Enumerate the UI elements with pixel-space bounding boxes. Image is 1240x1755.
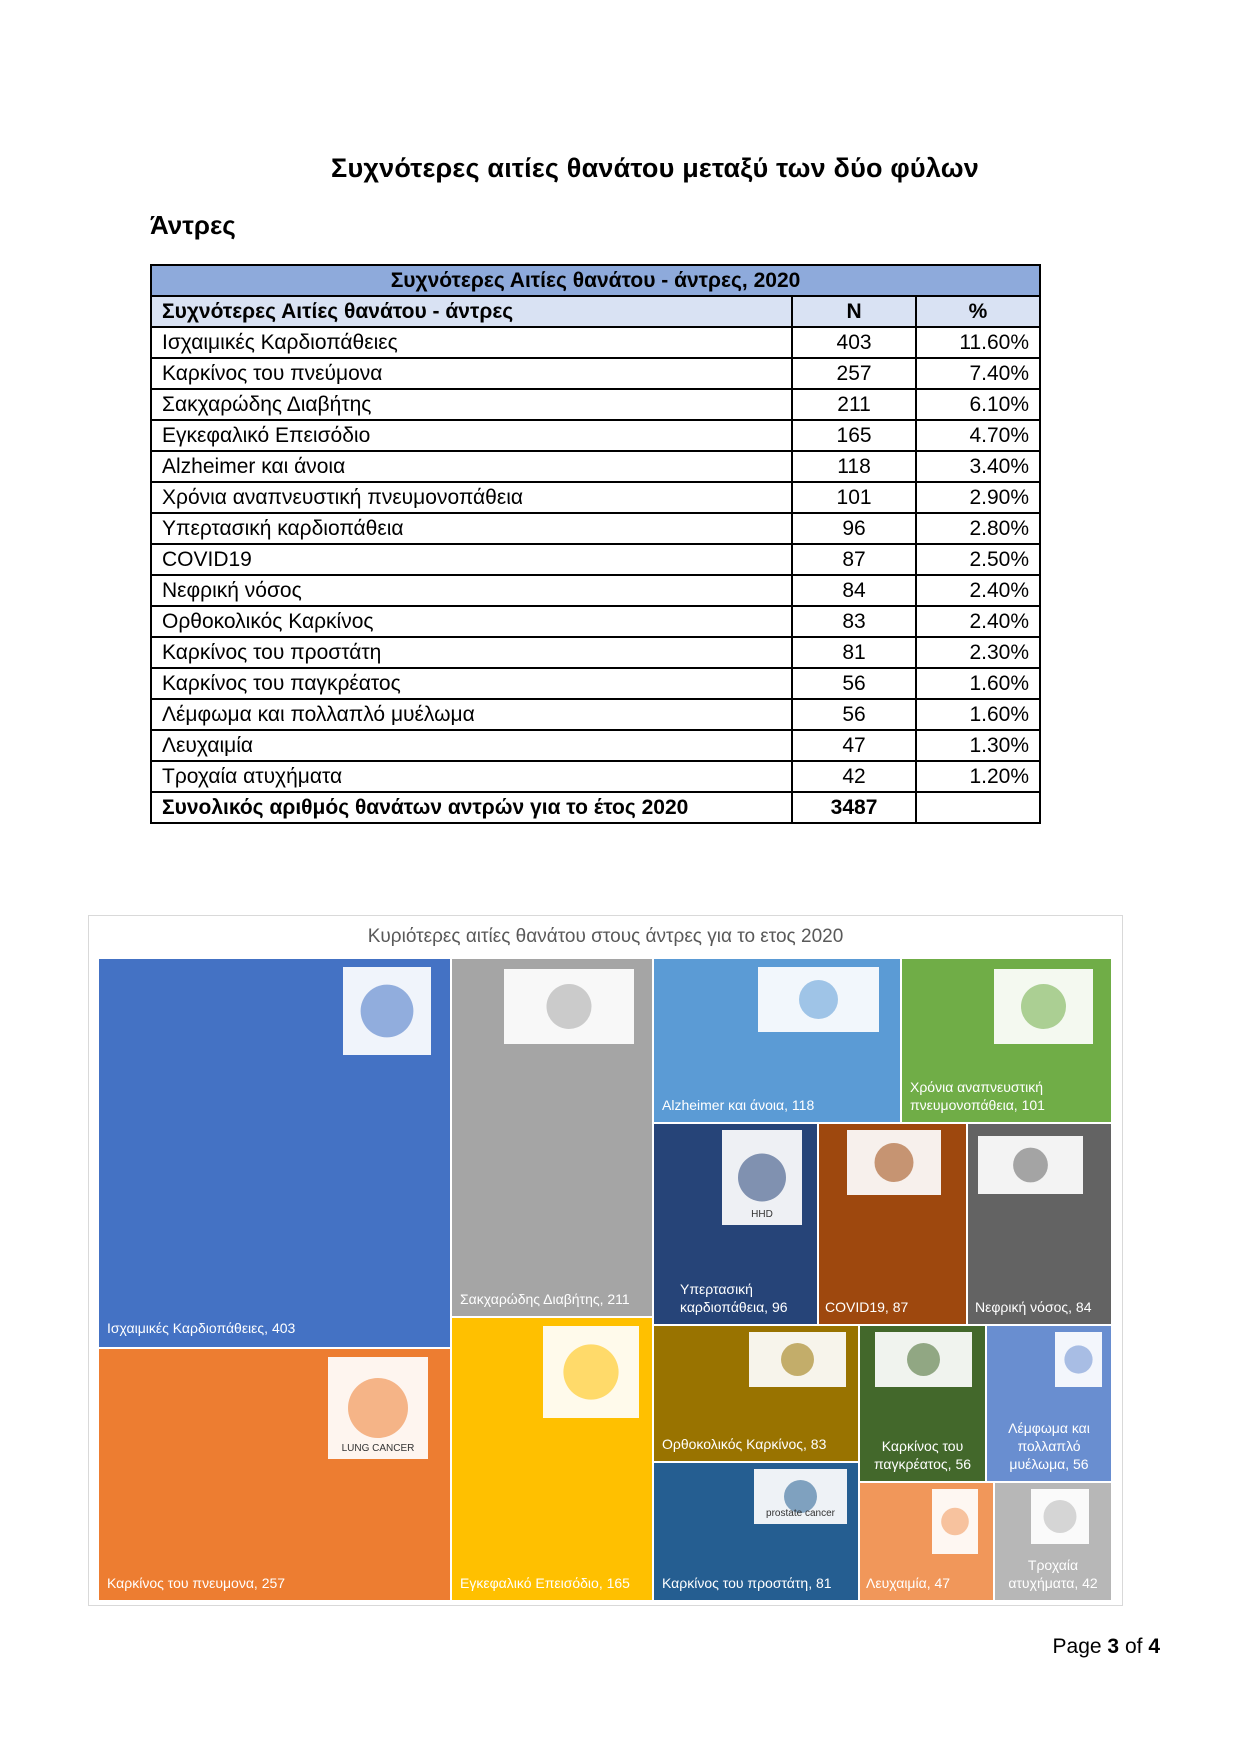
table-header-row [151, 296, 1040, 327]
count-cell: 211 [792, 389, 916, 420]
chart-title: Κυριότερες αιτίες θανάτου στους άντρες για το ετος 2020 [367, 926, 844, 947]
count-cell: 47 [792, 730, 916, 761]
treemap-tile [902, 959, 1111, 1122]
percent-cell: 2.50% [916, 544, 1040, 575]
table-row [151, 668, 1040, 699]
percent-cell: 3.40% [916, 451, 1040, 482]
count-cell: 118 [792, 451, 916, 482]
table-row [151, 389, 1040, 420]
page-number [1053, 1635, 1160, 1659]
percent-cell: 11.60% [916, 327, 1040, 358]
treemap-label: Τροχαία ατυχήματα, 42 [1008, 1557, 1098, 1591]
treemap-label: Σακχαρώδης Διαβήτης, 211 [460, 1291, 630, 1307]
cause-cell: COVID19 [151, 544, 792, 575]
causes-table [150, 264, 1041, 824]
icon-caption: HHD [751, 1209, 773, 1220]
treemap-label: COVID19, 87 [825, 1299, 909, 1315]
page-title: Συχνότερες αιτίες θανάτου μεταξύ των δύο φύλων [331, 153, 979, 183]
cause-cell: Υπερτασική καρδιοπάθεια [151, 513, 792, 544]
count-cell: 84 [792, 575, 916, 606]
cause-cell: Alzheimer και άνοια [151, 451, 792, 482]
count-cell: 101 [792, 482, 916, 513]
percent-cell: 6.10% [916, 389, 1040, 420]
icon-caption: LUNG CANCER [341, 1443, 415, 1454]
blood-drop-icon [932, 1489, 978, 1554]
treemap-tile [654, 959, 900, 1122]
head-stars-icon [758, 967, 879, 1032]
pancreas-icon [875, 1332, 972, 1387]
percent-cell: 2.40% [916, 575, 1040, 606]
word-cloud-icon [754, 1469, 847, 1524]
count-cell: 56 [792, 668, 916, 699]
treemap-tile [860, 1483, 993, 1600]
column-header-n: N [792, 296, 916, 327]
treemap-label: Λευχαιμία, 47 [866, 1575, 951, 1591]
treemap-chart [88, 915, 1123, 1606]
count-cell: 56 [792, 699, 916, 730]
treemap-tile [987, 1326, 1111, 1481]
treemap-tile [452, 959, 652, 1316]
cause-cell: Νεφρική νόσος [151, 575, 792, 606]
count-cell: 403 [792, 327, 916, 358]
count-cell: 87 [792, 544, 916, 575]
treemap-tile [99, 1349, 450, 1600]
count-cell: 83 [792, 606, 916, 637]
table-row [151, 327, 1040, 358]
lung-cancer-icon [328, 1357, 428, 1459]
table-row [151, 761, 1040, 792]
total-percent [916, 792, 1040, 823]
column-header-percent: % [916, 296, 1040, 327]
total-label: Συνολικός αριθμός θανάτων αντρών για το έτος 2020 [151, 792, 792, 823]
cause-cell: Λευχαιμία [151, 730, 792, 761]
cause-cell: Καρκίνος του πνεύμονα [151, 358, 792, 389]
treemap-label: Ισχαιμικές Καρδιοπάθειες, 403 [107, 1320, 296, 1336]
table-row [151, 575, 1040, 606]
treemap-label: Καρκίνος του παγκρέατος, 56 [873, 1438, 972, 1472]
treemap-tile [654, 1326, 858, 1461]
table-row [151, 637, 1040, 668]
cause-cell: Καρκίνος του προστάτη [151, 637, 792, 668]
percent-cell: 2.40% [916, 606, 1040, 637]
glucose-meter-icon [504, 969, 634, 1044]
table-row [151, 544, 1040, 575]
cause-cell: Λέμφωμα και πολλαπλό μυέλωμα [151, 699, 792, 730]
count-cell: 96 [792, 513, 916, 544]
treemap-label: Υπερτασική καρδιοπάθεια, 96 [680, 1281, 788, 1315]
section-heading: Άντρες [150, 210, 236, 240]
cause-cell: Σακχαρώδης Διαβήτης [151, 389, 792, 420]
count-cell: 257 [792, 358, 916, 389]
percent-cell: 7.40% [916, 358, 1040, 389]
treemap-label: Ορθοκολικός Καρκίνος, 83 [662, 1436, 827, 1452]
treemap-label: Χρόνια αναπνευστική πνευμονοπάθεια, 101 [910, 1079, 1045, 1113]
burgundy-ribbon-icon [1055, 1332, 1102, 1387]
table-title-row [151, 265, 1040, 296]
table-row [151, 730, 1040, 761]
table-row [151, 699, 1040, 730]
table-row [151, 606, 1040, 637]
percent-cell: 2.80% [916, 513, 1040, 544]
treemap-label: Alzheimer και άνοια, 118 [662, 1097, 815, 1113]
percent-cell: 2.90% [916, 482, 1040, 513]
treemap-label: Εγκεφαλικό Επεισόδιο, 165 [460, 1575, 630, 1591]
table-row [151, 420, 1040, 451]
treemap-label: Νεφρική νόσος, 84 [975, 1299, 1092, 1315]
cause-cell: Χρόνια αναπνευστική πνευμονοπάθεια [151, 482, 792, 513]
treemap-tile [654, 1124, 817, 1324]
page-of: of [1124, 1635, 1143, 1658]
treemap-tile [819, 1124, 966, 1324]
treemap-plot [89, 916, 1122, 1605]
kidney-icon [978, 1136, 1083, 1194]
table-title: Συχνότερες Αιτίες θανάτου - άντρες, 2020 [151, 265, 1040, 296]
table-row [151, 358, 1040, 389]
virus-globe-icon [847, 1130, 941, 1195]
percent-cell: 1.60% [916, 668, 1040, 699]
heart-runner-icon [343, 967, 431, 1055]
percent-cell: 1.20% [916, 761, 1040, 792]
anatomical-heart-icon [722, 1130, 802, 1225]
treemap-tile [654, 1463, 858, 1600]
cause-cell: Εγκεφαλικό Επεισόδιο [151, 420, 792, 451]
cause-cell: Καρκίνος του παγκρέατος [151, 668, 792, 699]
brain-icon [543, 1326, 639, 1418]
treemap-tile [860, 1326, 985, 1481]
treemap-tile [99, 959, 450, 1347]
percent-cell: 1.60% [916, 699, 1040, 730]
cause-cell: Ισχαιμικές Καρδιοπάθειες [151, 327, 792, 358]
count-cell: 81 [792, 637, 916, 668]
page-current: 3 [1107, 1635, 1120, 1658]
treemap-tile [995, 1483, 1111, 1600]
percent-cell: 4.70% [916, 420, 1040, 451]
treemap-label: Καρκίνος του προστάτη, 81 [662, 1575, 832, 1591]
icon-caption: prostate cancer [766, 1508, 835, 1519]
count-cell: 42 [792, 761, 916, 792]
awareness-ribbon-icon [749, 1332, 846, 1387]
treemap-label: Λέμφωμα και πολλαπλό μυέλωμα, 56 [1008, 1420, 1090, 1472]
treemap-tile [452, 1318, 652, 1600]
table-row [151, 451, 1040, 482]
treemap-label: Καρκίνος του πνευμονα, 257 [107, 1575, 286, 1591]
table-row [151, 482, 1040, 513]
percent-cell: 2.30% [916, 637, 1040, 668]
count-cell: 165 [792, 420, 916, 451]
car-crash-icon [1031, 1489, 1089, 1544]
lungs-icon [994, 969, 1093, 1044]
page-prefix: Page [1052, 1635, 1102, 1658]
cause-cell: Ορθοκολικός Καρκίνος [151, 606, 792, 637]
page-total: 4 [1148, 1635, 1160, 1658]
total-row [151, 792, 1040, 823]
percent-cell: 1.30% [916, 730, 1040, 761]
treemap-tile [968, 1124, 1111, 1324]
table-row [151, 513, 1040, 544]
cause-cell: Τροχαία ατυχήματα [151, 761, 792, 792]
total-count: 3487 [792, 792, 916, 823]
column-header-cause: Συχνότερες Αιτίες θανάτου - άντρες [151, 296, 792, 327]
